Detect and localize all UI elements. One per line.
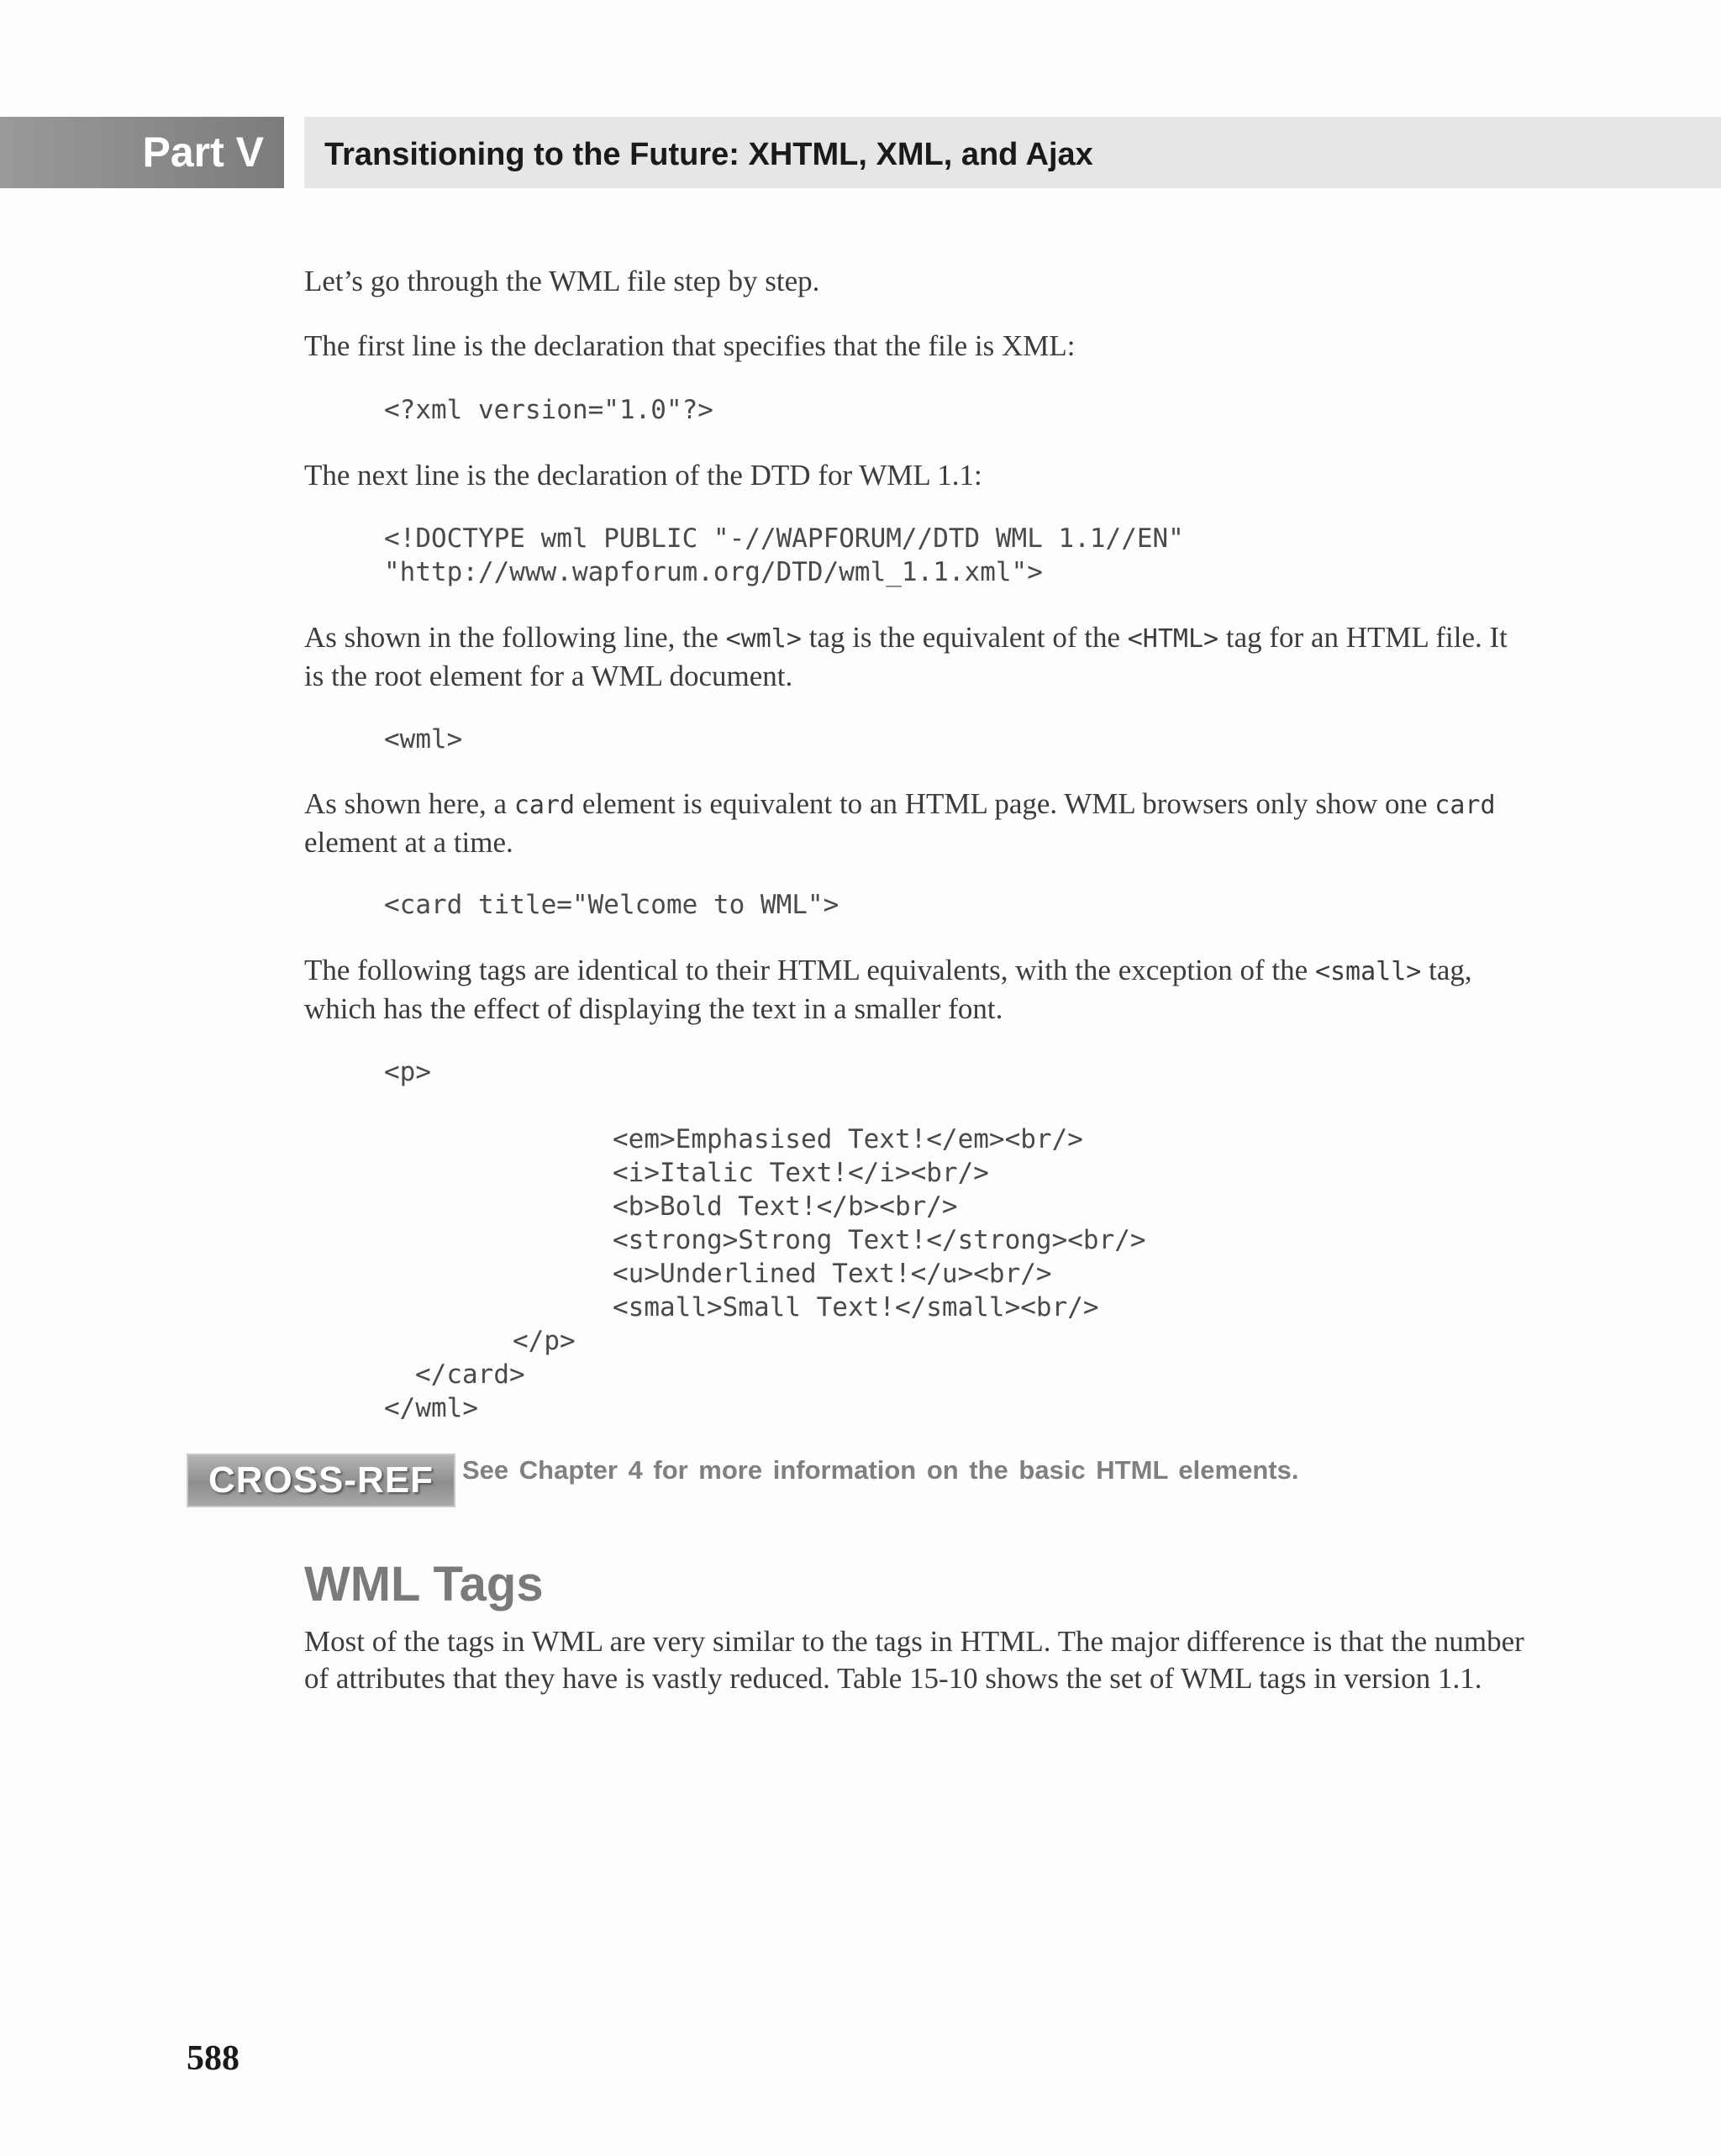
code-em-line: <em>Emphasised Text!</em><br/> [613,1124,1083,1154]
paragraph-card [304,786,1531,861]
code-card-open: <card title="Welcome to WML"> [384,890,839,920]
text-run: tag is the equivalent of the [801,621,1128,654]
cross-ref-text: See Chapter 4 for more information on the basic HTML elements. [462,1455,1299,1485]
paragraph-wml-tags [304,1623,1531,1697]
text-run: element at a time. [304,826,513,859]
chapter-title: Transitioning to the Future: XHTML, XML, and Ajax [324,137,1093,172]
chapter-header-bar [304,117,1721,188]
code-u-line: <u>Underlined Text!</u><br/> [613,1259,1052,1289]
inline-code: <HTML> [1127,624,1219,654]
paragraph-intro [304,263,1531,300]
code-p-open: <p> [384,1057,431,1087]
inline-code: <wml> [725,624,802,654]
paragraph-text: The first line is the declaration that specifies that the file is XML: [304,329,1076,362]
text-run: tag for an HTML file. It is the root element for a WML document. [304,621,1508,692]
text-run: element is equivalent to an HTML page. WML browsers only show one [575,787,1435,820]
text-run: As shown here, a [304,787,514,820]
code-i-line: <i>Italic Text!</i><br/> [613,1158,989,1188]
page-number: 588 [187,2039,239,2078]
text-run: tag, which has the effect of displaying the text in a smaller font. [304,954,1472,1025]
inline-code: card [513,791,576,820]
code-b-line: <b>Bold Text!</b><br/> [613,1191,958,1222]
paragraph-text: Let’s go through the WML file step by step. [304,265,820,297]
paragraph-xml-declaration [304,328,1531,365]
inline-code: card [1434,791,1496,820]
code-wml-close: </wml> [384,1393,478,1423]
text-run: As shown in the following line, the [304,621,726,654]
paragraph-dtd [304,457,1531,494]
paragraph-text [304,786,1531,861]
code-strong-line: <strong>Strong Text!</strong><br/> [613,1225,1146,1255]
paragraph-small-tag [304,952,1531,1028]
code-doctype-line-2: "http://www.wapforum.org/DTD/wml_1.1.xml"> [384,557,1043,587]
code-doctype-line-1: <!DOCTYPE wml PUBLIC "-//WAPFORUM//DTD WML 1.1//EN" [384,523,1184,554]
cross-ref-badge: CROSS-REF [187,1454,455,1507]
text-run: The following tags are identical to their HTML equivalents, with the exception of the [304,954,1315,986]
section-heading: WML Tags [304,1557,544,1612]
code-xml-declaration: <?xml version="1.0"?> [384,395,713,425]
paragraph-text: Most of the tags in WML are very similar to the tags in HTML. The major difference is that the number of attributes that they have is vastly reduced. Table 15-10 shows the set of WML tags in version 1.1. [304,1625,1524,1695]
paragraph-text: The next line is the declaration of the DTD for WML 1.1: [304,459,982,492]
paragraph-text [304,952,1531,1028]
paragraph-wml-root [304,619,1531,695]
part-label: Part V [0,117,284,188]
code-small-line: <small>Small Text!</small><br/> [613,1292,1099,1323]
inline-code: <small> [1314,957,1422,986]
code-card-close: </card> [415,1359,525,1390]
code-p-close: </p> [513,1326,576,1356]
code-wml-open: <wml> [384,724,463,755]
paragraph-text [304,619,1531,695]
